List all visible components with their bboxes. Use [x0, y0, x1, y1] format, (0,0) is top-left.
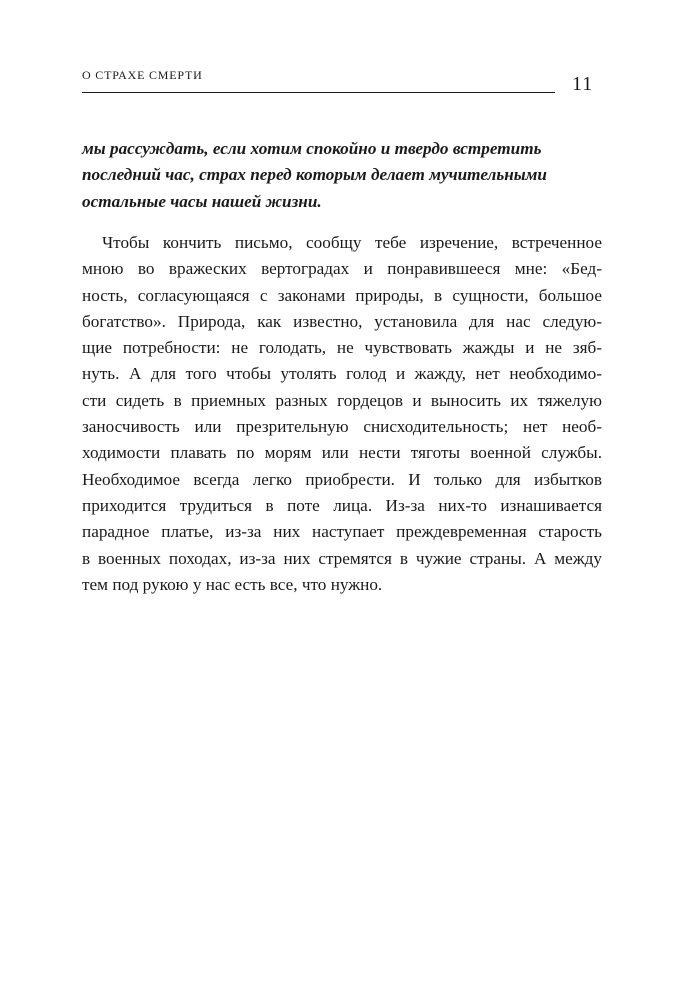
running-title: О СТРАХЕ СМЕРТИ — [82, 68, 203, 82]
emphasis-paragraph — [82, 136, 602, 215]
paragraph-line: богатство». Природа, как известно, установила для нас следую- — [82, 311, 602, 331]
paragraph-line: Чтобы кончить письмо, сообщу тебе изречение, встреченное — [102, 233, 602, 252]
paragraph-line: парадное платье, из-за них наступает преждевременная старость — [82, 522, 602, 542]
paragraph-line: Необходимое всегда легко приобрести. И только для избытков — [82, 469, 602, 489]
paragraph-line: нуть. А для того чтобы утолять голод и жажду, нет необходимо- — [82, 364, 602, 384]
paragraph-line: мною во вражеских вертоградах и понравившееся мне: «Бед- — [82, 259, 602, 279]
page-number: 11 — [572, 73, 594, 95]
paragraph-line: щие потребности: не голодать, не чувствовать жажды и не зяб- — [82, 338, 602, 358]
paragraph-line: в военных походах, из-за них стремятся в чужие страны. А между — [82, 548, 602, 568]
paragraph-line: сти сидеть в приемных разных гордецов и выносить их тяжелую — [82, 390, 602, 410]
paragraph-line: приходится трудиться в поте лица. Из-за них-то изнашивается — [82, 495, 602, 515]
emphasis-line: последний час, страх перед которым делает мучительными — [82, 165, 547, 185]
emphasis-line: мы рассуждать, если хотим спокойно и твердо встретить — [82, 139, 542, 158]
paragraph-line: заносчивость или презрительную снисходительность; нет необ- — [82, 417, 602, 437]
paragraph-line: тем под рукою у нас есть все, что нужно. — [82, 574, 383, 594]
paragraph-line: ходимости плавать по морям или нести тяготы военной службы. — [82, 443, 602, 463]
body-paragraph — [82, 230, 602, 598]
header-rule — [82, 92, 555, 93]
paragraph-line: ность, согласующаяся с законами природы, в сущности, большое — [82, 285, 602, 305]
emphasis-line: остальные часы нашей жизни. — [82, 191, 322, 211]
